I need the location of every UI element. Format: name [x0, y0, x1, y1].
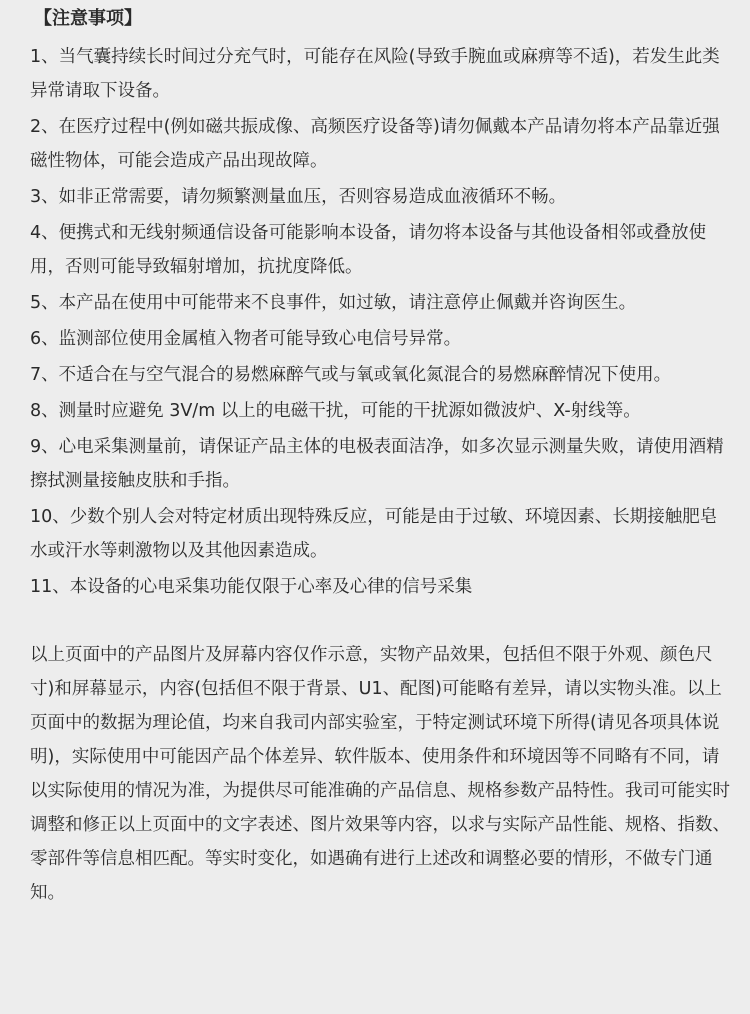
disclaimer-section: [30, 638, 730, 910]
notice-item-4: 4、便携式和无线射频通信设备可能影响本设备，请勿将本设备与其他设备相邻或叠放使用，否则可能导致辐射增加，抗扰度降低。: [30, 223, 707, 277]
notice-item-3: 3、如非正常需要，请勿频繁测量血压，否则容易造成血液循环不畅。: [30, 187, 567, 207]
notice-item-2: 2、在医疗过程中(例如磁共振成像、高频医疗设备等)请勿佩戴本产品请勿将本产品靠近强磁性物体，可能会造成产品出现故障。: [30, 117, 720, 171]
notice-item-7: 7、不适合在与空气混合的易燃麻醉气或与氧或氧化氮混合的易燃麻醉情况下使用。: [30, 365, 672, 385]
notice-item-9: 9、心电采集测量前，请保证产品主体的电极表面洁净，如多次显示测量失败，请使用酒精擦拭测量接触皮肤和手指。: [30, 437, 724, 491]
disclaimer-paragraph: 以上页面中的产品图片及屏幕内容仅作示意，实物产品效果，包括但不限于外观、颜色尺寸)和屏幕显示，内容(包括但不限于背景、U1、配图)可能略有差异，请以实物头准。以上页面中的数据为理论值，均来自我司内部实验室，于特定测试环境下所得(请见各项具体说明)，实际使用中可能因产品个体差异、软件版本、使用条件和环境因等不同略有不同，请以实际使用的情况为准，为提供尽可能准确的产品信息、规格参数产品特性。我司可能实时调整和修正以上页面中的文字表述、图片效果等内容，以求与实际产品性能、规格、指数、零部件等信息相匹配。等实时变化，如遇确有进行上述改和调整必要的情形，不做专门通知。: [30, 645, 730, 903]
notice-item-6: 6、监测部位使用金属植入物者可能导致心电信号异常。: [30, 329, 462, 349]
notice-item-8: 8、测量时应避免 3V/m 以上的电磁干扰，可能的干扰源如微波炉、X-射线等。: [30, 401, 641, 421]
page-title: 【注意事项】: [34, 8, 142, 29]
notice-item-11: 11、本设备的心电采集功能仅限于心率及心律的信号采集: [30, 577, 473, 597]
notice-list: [30, 40, 730, 604]
notice-item-10: 10、少数个别人会对特定材质出现特殊反应，可能是由于过敏、环境因素、长期接触肥皂水或汗水等刺激物以及其他因素造成。: [30, 507, 718, 561]
notice-item-1: 1、当气囊持续长时间过分充气时，可能存在风险(导致手腕血或麻痹等不适)，若发生此类异常请取下设备。: [30, 47, 720, 101]
notice-item-5: 5、本产品在使用中可能带来不良事件，如过敏，请注意停止佩戴并咨询医生。: [30, 293, 637, 313]
